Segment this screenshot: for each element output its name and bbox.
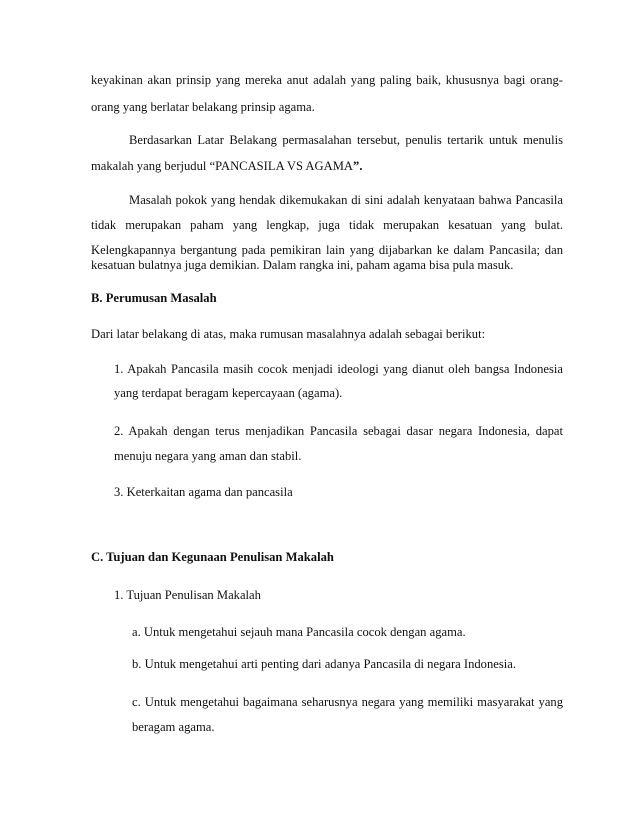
list-item-continuation: menuju negara yang aman dan stabil. <box>114 449 302 463</box>
section-intro: Dari latar belakang di atas, maka rumusan masalahnya adalah sebagai berikut: <box>91 327 486 341</box>
list-item: c. Untuk mengetahui bagaimana seharusnya negara yang memiliki masyarakat yang <box>132 695 563 709</box>
paragraph-line: Kelengkapannya bergantung pada pemikiran lain yang dijabarkan ke dalam Pancasila; dan <box>91 243 563 257</box>
list-item: 3. Keterkaitan agama dan pancasila <box>114 485 293 499</box>
list-item-continuation: beragam agama. <box>132 720 215 734</box>
section-heading: B. Perumusan Masalah <box>91 291 217 305</box>
quote-close: ”. <box>353 159 363 173</box>
paragraph-line: tidak merupakan paham yang lengkap, juga tidak merupakan kesatuan yang bulat. <box>91 218 563 232</box>
paragraph-line: kesatuan bulatnya juga demikian. Dalam rangka ini, paham agama bisa pula masuk. <box>91 258 514 272</box>
list-item: 1. Apakah Pancasila masih cocok menjadi ideologi yang dianut oleh bangsa Indonesia <box>114 362 563 376</box>
subsection-heading: 1. Tujuan Penulisan Makalah <box>114 588 261 602</box>
list-item-continuation: yang terdapat beragam kepercayaan (agama). <box>114 386 343 400</box>
paragraph-line: Berdasarkan Latar Belakang permasalahan tersebut, penulis tertarik untuk menulis <box>129 133 563 147</box>
list-item: b. Untuk mengetahui arti penting dari adanya Pancasila di negara Indonesia. <box>132 657 516 671</box>
paragraph-line: keyakinan akan prinsip yang mereka anut adalah yang paling baik, khususnya bagi orang- <box>91 73 563 87</box>
list-item: 2. Apakah dengan terus menjadikan Pancasila sebagai dasar negara Indonesia, dapat <box>114 424 563 438</box>
paragraph-line: orang yang berlatar belakang prinsip agama. <box>91 100 315 114</box>
paragraph-line: makalah yang berjudul “PANCASILA VS AGAMA”. <box>91 159 363 173</box>
list-item: a. Untuk mengetahui sejauh mana Pancasila cocok dengan agama. <box>132 625 466 639</box>
paragraph-line: Masalah pokok yang hendak dikemukakan di sini adalah kenyataan bahwa Pancasila <box>129 193 563 207</box>
section-heading: C. Tujuan dan Kegunaan Penulisan Makalah <box>91 550 334 564</box>
